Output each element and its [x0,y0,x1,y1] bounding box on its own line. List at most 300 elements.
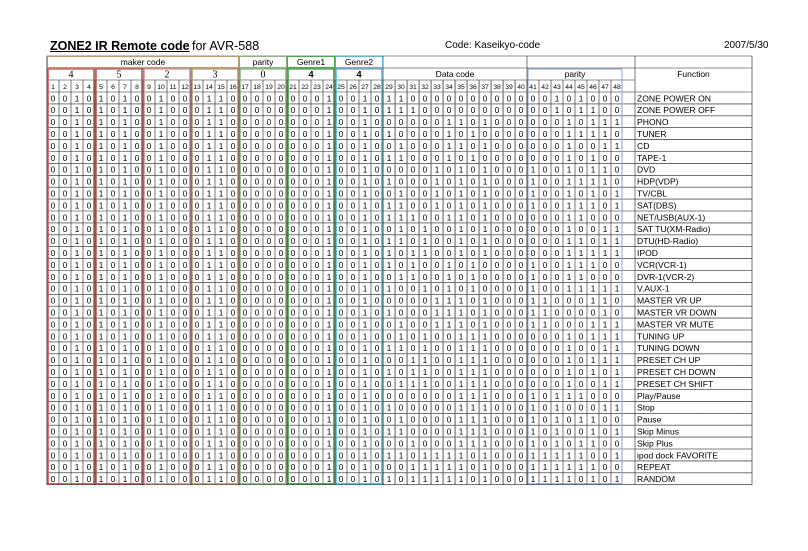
bit-cell: 0 [242,201,248,211]
bit-cell: 1 [218,272,224,282]
bit-cell: 0 [242,94,248,104]
bit-cell: 1 [326,451,332,461]
bit-cell: 0 [314,415,320,425]
bit-cell: 0 [170,284,176,294]
bit-cell: 1 [326,356,332,366]
bit-cell: 0 [110,463,116,473]
bit-cell: 0 [374,356,380,366]
bit-cell: 0 [614,391,620,401]
bit-cell: 0 [62,320,68,330]
bit-cell: 1 [158,356,164,366]
bit-cell: 0 [290,272,296,282]
bit-cell: 0 [278,344,284,354]
bit-cell: 0 [602,189,608,199]
bit-cell: 0 [194,463,200,473]
bit-cell: 1 [530,296,536,306]
bit-cell: 0 [242,379,248,389]
bit-cell: 1 [98,296,104,306]
bit-cell: 0 [530,237,536,247]
bit-cell: 0 [278,403,284,413]
bit-cell: 1 [422,463,428,473]
code-type-label: Code: Kaseikyo-code [445,40,541,51]
bit-cell: 1 [218,225,224,235]
bit-cell: 0 [410,332,416,342]
bit-cell: 0 [506,177,512,187]
bit-cell: 1 [122,439,128,449]
bit-cell: 1 [158,463,164,473]
bit-cell: 1 [386,451,392,461]
bit-cell: 1 [554,391,560,401]
bit-cell: 0 [434,332,440,342]
bit-cell: 0 [350,141,356,151]
bit-cell: 1 [566,356,572,366]
bit-cell: 0 [470,201,476,211]
bit-cell: 1 [422,237,428,247]
bit-cell: 0 [278,284,284,294]
bit-cell: 0 [62,237,68,247]
bit-cell: 0 [350,356,356,366]
bit-cell: 0 [386,165,392,175]
bit-cell: 1 [614,356,620,366]
bit-cell: 1 [422,451,428,461]
bit-cell: 0 [470,189,476,199]
bit-cell: 0 [170,320,176,330]
bit-cell: 0 [506,165,512,175]
bit-cell: 0 [290,415,296,425]
bit-cell: 0 [602,427,608,437]
function-label: PRESET CH SHIFT [637,378,714,389]
bit-cell: 1 [122,296,128,306]
bit-cell: 0 [410,403,416,413]
bit-cell: 0 [50,165,56,175]
bit-cell: 0 [242,189,248,199]
bit-cell: 0 [350,225,356,235]
maker-nibble-value: 3 [212,69,218,81]
bit-cell: 0 [374,391,380,401]
bit-cell: 0 [194,260,200,270]
bit-cell: 1 [566,344,572,354]
bit-cell: 0 [302,130,308,139]
bit-cell: 1 [566,284,572,294]
bit-cell: 1 [542,463,548,473]
bit-cell: 1 [218,403,224,413]
bit-cell: 1 [158,308,164,318]
bit-cell: 0 [86,177,92,187]
bit-cell: 1 [326,403,332,413]
bit-cell: 0 [350,368,356,377]
bit-cell: 0 [554,237,560,247]
bit-cell: 0 [458,272,464,282]
bit-cell: 0 [62,356,68,366]
bit-cell: 1 [218,153,224,163]
bit-cell: 0 [302,118,308,128]
bit-cell: 0 [254,130,260,139]
bit-number: 6 [111,84,115,91]
bit-cell: 0 [302,213,308,223]
bit-cell: 0 [86,475,92,485]
bit-cell: 0 [398,368,404,377]
bit-cell: 0 [338,475,344,485]
parity-nibble-value: 0 [260,69,266,81]
bit-cell: 0 [614,94,620,104]
bit-cell: 0 [50,344,56,354]
bit-cell: 0 [530,141,536,151]
bit-cell: 1 [158,368,164,377]
bit-cell: 0 [170,213,176,223]
bit-cell: 0 [278,415,284,425]
bit-cell: 1 [554,106,560,116]
bit-cell: 1 [566,332,572,342]
bit-cell: 0 [62,463,68,473]
bit-cell: 0 [194,320,200,330]
bit-cell: 0 [230,177,236,187]
bit-cell: 0 [314,439,320,449]
bit-cell: 0 [542,153,548,163]
bit-cell: 1 [98,344,104,354]
bit-cell: 0 [50,189,56,199]
bit-cell: 1 [218,237,224,247]
bit-cell: 1 [530,475,536,485]
bit-cell: 0 [110,344,116,354]
bit-cell: 0 [350,415,356,425]
function-label: TV/CBL [637,188,668,199]
bit-cell: 0 [590,141,596,151]
bit-number: 47 [601,84,609,91]
bit-cell: 0 [434,379,440,389]
bit-cell: 1 [446,463,452,473]
bit-cell: 1 [410,463,416,473]
bit-cell: 1 [218,451,224,461]
bit-cell: 0 [410,237,416,247]
bit-cell: 0 [182,332,188,342]
bit-cell: 0 [410,153,416,163]
bit-cell: 1 [98,177,104,187]
bit-cell: 0 [374,344,380,354]
bit-cell: 0 [614,153,620,163]
bit-cell: 0 [146,130,152,139]
bit-cell: 1 [602,379,608,389]
bit-cell: 0 [350,165,356,175]
bit-cell: 0 [350,237,356,247]
bit-cell: 0 [374,201,380,211]
bit-cell: 0 [338,320,344,330]
bit-cell: 0 [182,141,188,151]
bit-cell: 0 [494,451,500,461]
bit-number: 10 [157,84,165,91]
bit-cell: 0 [254,296,260,306]
bit-cell: 1 [98,439,104,449]
bit-cell: 0 [338,463,344,473]
bit-cell: 0 [470,213,476,223]
bit-cell: 0 [290,403,296,413]
bit-cell: 1 [326,463,332,473]
bit-cell: 1 [218,106,224,116]
bit-cell: 0 [170,439,176,449]
bit-cell: 0 [554,213,560,223]
bit-cell: 0 [518,284,524,294]
bit-cell: 1 [530,189,536,199]
bit-cell: 0 [266,189,272,199]
bit-cell: 0 [290,332,296,342]
bit-cell: 1 [470,379,476,389]
bit-cell: 0 [446,427,452,437]
bit-cell: 0 [350,118,356,128]
bit-cell: 1 [434,177,440,187]
bit-cell: 0 [446,177,452,187]
bit-cell: 0 [422,391,428,401]
bit-cell: 1 [158,403,164,413]
bit-cell: 1 [218,368,224,377]
bit-cell: 0 [242,213,248,223]
bit-cell: 1 [206,308,212,318]
bit-cell: 0 [170,308,176,318]
bit-cell: 0 [422,189,428,199]
bit-cell: 1 [446,451,452,461]
bit-cell: 0 [338,332,344,342]
bit-cell: 0 [62,439,68,449]
bit-cell: 1 [566,272,572,282]
bit-cell: 0 [302,260,308,270]
bit-cell: 0 [350,427,356,437]
function-label: RANDOM [637,474,676,485]
bit-cell: 0 [614,130,620,139]
bit-cell: 0 [530,94,536,104]
bit-number: 2 [63,84,67,91]
bit-cell: 0 [182,368,188,377]
bit-cell: 1 [326,141,332,151]
bit-cell: 0 [182,356,188,366]
bit-cell: 1 [122,463,128,473]
bit-cell: 0 [314,427,320,437]
bit-cell: 0 [578,165,584,175]
bit-cell: 0 [50,249,56,258]
bit-cell: 0 [110,451,116,461]
bit-cell: 0 [194,368,200,377]
bit-cell: 0 [62,213,68,223]
bit-cell: 1 [98,94,104,104]
bit-cell: 0 [110,260,116,270]
bit-cell: 1 [458,415,464,425]
bit-cell: 0 [134,237,140,247]
bit-cell: 0 [338,284,344,294]
bit-cell: 0 [278,130,284,139]
bit-cell: 0 [50,415,56,425]
bit-cell: 0 [254,320,260,330]
bit-cell: 0 [350,106,356,116]
bit-cell: 1 [470,427,476,437]
bit-cell: 1 [578,177,584,187]
bit-cell: 0 [146,391,152,401]
bit-cell: 0 [62,368,68,377]
bit-cell: 0 [554,153,560,163]
bit-cell: 1 [326,284,332,294]
bit-cell: 0 [494,106,500,116]
bit-cell: 1 [446,284,452,294]
bit-cell: 1 [590,296,596,306]
bit-cell: 0 [494,118,500,128]
bit-cell: 1 [362,237,368,247]
bit-cell: 0 [86,403,92,413]
bit-cell: 1 [218,427,224,437]
bit-cell: 1 [122,130,128,139]
bit-cell: 0 [350,249,356,258]
bit-cell: 0 [350,344,356,354]
bit-cell: 0 [290,165,296,175]
bit-cell: 1 [74,320,80,330]
bit-cell: 0 [422,141,428,151]
bit-cell: 0 [434,153,440,163]
bit-number: 7 [123,84,127,91]
function-label: VCR(VCR-1) [637,259,687,270]
bit-cell: 0 [410,427,416,437]
bit-cell: 0 [242,475,248,485]
bit-cell: 0 [506,451,512,461]
bit-cell: 1 [614,201,620,211]
bit-cell: 0 [278,356,284,366]
bit-cell: 1 [410,260,416,270]
bit-cell: 1 [458,427,464,437]
bit-cell: 1 [362,403,368,413]
bit-cell: 0 [254,463,260,473]
bit-cell: 0 [386,296,392,306]
bit-cell: 1 [446,320,452,330]
bit-cell: 1 [398,415,404,425]
bit-cell: 0 [338,106,344,116]
bit-cell: 1 [326,308,332,318]
bit-cell: 1 [122,427,128,437]
bit-cell: 0 [182,272,188,282]
bit-cell: 0 [518,296,524,306]
bit-cell: 0 [398,475,404,485]
bit-cell: 0 [134,451,140,461]
bit-number: 45 [577,84,585,91]
bit-cell: 0 [86,213,92,223]
bit-cell: 0 [254,177,260,187]
bit-cell: 0 [50,153,56,163]
bit-cell: 0 [134,177,140,187]
bit-cell: 0 [470,475,476,485]
bit-cell: 0 [374,106,380,116]
bit-cell: 0 [278,332,284,342]
bit-cell: 0 [50,427,56,437]
bit-cell: 0 [146,356,152,366]
bit-cell: 0 [62,249,68,258]
bit-cell: 0 [314,332,320,342]
bit-cell: 0 [530,379,536,389]
bit-cell: 0 [614,439,620,449]
bit-cell: 0 [410,201,416,211]
bit-cell: 0 [386,320,392,330]
bit-cell: 0 [170,177,176,187]
bit-number: 4 [87,84,91,91]
bit-cell: 0 [266,225,272,235]
bit-cell: 0 [386,332,392,342]
bit-cell: 0 [434,213,440,223]
bit-cell: 1 [218,415,224,425]
bit-cell: 0 [518,130,524,139]
bit-cell: 0 [62,308,68,318]
bit-cell: 1 [566,391,572,401]
bit-cell: 1 [362,439,368,449]
bit-cell: 0 [590,272,596,282]
bit-cell: 0 [578,344,584,354]
bit-cell: 0 [506,153,512,163]
bit-cell: 0 [374,249,380,258]
bit-cell: 0 [62,153,68,163]
bit-cell: 1 [614,403,620,413]
bit-cell: 0 [554,332,560,342]
bit-cell: 0 [506,332,512,342]
bit-cell: 0 [302,451,308,461]
bit-cell: 0 [470,296,476,306]
bit-cell: 0 [350,463,356,473]
bit-cell: 0 [338,391,344,401]
bit-cell: 0 [338,177,344,187]
bit-cell: 1 [74,284,80,294]
bit-cell: 0 [494,415,500,425]
bit-cell: 0 [374,296,380,306]
document-title: ZONE2 IR Remote code [50,39,190,53]
bit-cell: 1 [362,391,368,401]
bit-cell: 0 [398,249,404,258]
bit-cell: 1 [326,332,332,342]
bit-cell: 0 [110,130,116,139]
bit-cell: 0 [170,356,176,366]
bit-cell: 0 [506,403,512,413]
function-label: TAPE-1 [637,152,667,163]
bit-cell: 0 [578,308,584,318]
function-label: V.AUX-1 [637,283,670,294]
bit-cell: 0 [446,403,452,413]
bit-cell: 1 [398,451,404,461]
bit-cell: 1 [206,379,212,389]
bit-cell: 0 [146,320,152,330]
bit-cell: 1 [434,201,440,211]
bit-cell: 1 [398,94,404,104]
bit-cell: 0 [398,391,404,401]
bit-cell: 0 [242,153,248,163]
bit-cell: 0 [542,332,548,342]
bit-cell: 0 [566,320,572,330]
bit-number: 12 [181,84,189,91]
bit-cell: 1 [122,415,128,425]
bit-cell: 1 [206,153,212,163]
bit-cell: 0 [350,332,356,342]
bit-cell: 0 [602,391,608,401]
bit-cell: 0 [182,475,188,485]
bit-cell: 1 [218,189,224,199]
bit-cell: 0 [422,177,428,187]
bit-cell: 1 [98,427,104,437]
bit-cell: 1 [74,439,80,449]
bit-cell: 0 [398,463,404,473]
bit-cell: 1 [206,225,212,235]
bit-cell: 0 [350,201,356,211]
bit-cell: 1 [362,296,368,306]
bit-cell: 0 [314,177,320,187]
bit-cell: 0 [254,344,260,354]
bit-cell: 0 [410,284,416,294]
bit-cell: 0 [542,237,548,247]
function-label: ipod dock FAVORITE [637,450,719,461]
bit-cell: 0 [410,391,416,401]
bit-cell: 0 [170,165,176,175]
bit-number: 42 [541,84,549,91]
bit-cell: 1 [386,106,392,116]
bit-cell: 0 [110,237,116,247]
bit-cell: 0 [350,130,356,139]
bit-cell: 0 [302,249,308,258]
